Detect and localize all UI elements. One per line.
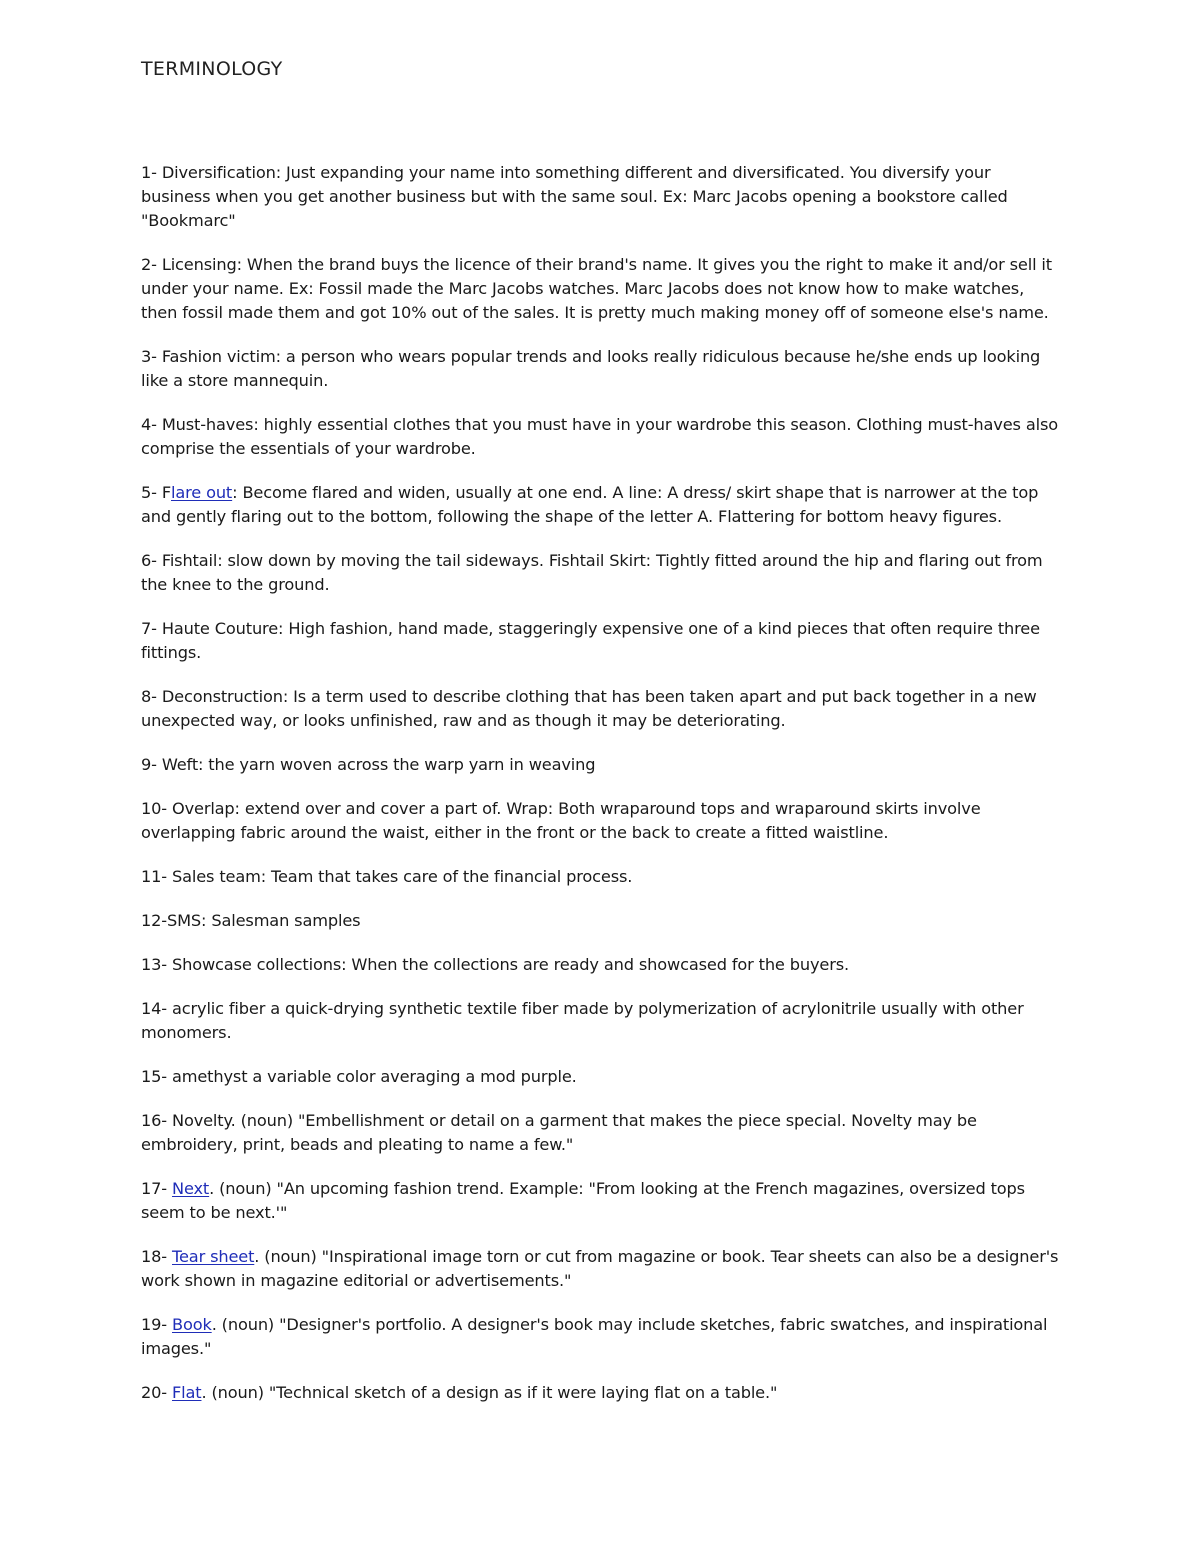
term-entry-9: 9- Weft: the yarn woven across the warp yarn in weaving	[141, 755, 596, 774]
term-entry-12: 12-SMS: Salesman samples	[141, 911, 361, 930]
term-entry-2: 2- Licensing: When the brand buys the licence of their brand's name. It gives you the right to make it and/or sell it under your name. Ex: Fossil made the Marc Jacobs watches. Marc Jacobs does not know how to make watches, then fossil made them and got 10% out of the sales. It is pretty much making money off of someone else's name.	[141, 255, 1052, 322]
term-entry-3: 3- Fashion victim: a person who wears popular trends and looks really ridiculous because he/she ends up looking like a store mannequin.	[141, 347, 1041, 390]
term-list	[141, 161, 1063, 1425]
term-entry-10: 10- Overlap: extend over and cover a part of. Wrap: Both wraparound tops and wraparound skirts involve overlapping fabric around the waist, either in the front or the back to create a fitted waistline.	[141, 799, 981, 842]
term-entry-1: 1- Diversification: Just expanding your name into something different and diversificated. You diversify your business when you get another business but with the same soul. Ex: Marc Jacobs opening a bookstore called "Bookmarc"	[141, 163, 1008, 230]
term-entry-18	[141, 1245, 1063, 1293]
book-link[interactable]: Book	[172, 1315, 212, 1334]
term-entry-20	[141, 1381, 1063, 1405]
term-entry-4: 4- Must-haves: highly essential clothes that you must have in your wardrobe this season. Clothing must-haves also comprise the essentials of your wardrobe.	[141, 415, 1058, 458]
tear-sheet-link[interactable]: Tear sheet	[172, 1247, 255, 1266]
term-entry-20-prefix: 20-	[141, 1383, 172, 1402]
term-entry-7: 7- Haute Couture: High fashion, hand made, staggeringly expensive one of a kind pieces that often require three fittings.	[141, 619, 1040, 662]
flare-out-link[interactable]: lare out	[171, 483, 233, 502]
term-entry-18-text: . (noun) "Inspirational image torn or cut from magazine or book. Tear sheets can also be a designer's work shown in magazine editorial or advertisements."	[141, 1247, 1059, 1290]
term-entry-19-prefix: 19-	[141, 1315, 172, 1334]
flat-link[interactable]: Flat	[172, 1383, 202, 1402]
document-title: TERMINOLOGY	[141, 58, 283, 80]
term-entry-17	[141, 1177, 1063, 1225]
term-entry-5	[141, 481, 1063, 529]
term-entry-19	[141, 1313, 1063, 1361]
term-entry-8: 8- Deconstruction: Is a term used to describe clothing that has been taken apart and put back together in a new unexpected way, or looks unfinished, raw and as though it may be deteriorating.	[141, 687, 1037, 730]
term-entry-14: 14- acrylic fiber a quick-drying synthetic textile fiber made by polymerization of acrylonitrile usually with other monomers.	[141, 999, 1024, 1042]
term-entry-17-prefix: 17-	[141, 1179, 172, 1198]
term-entry-15: 15- amethyst a variable color averaging a mod purple.	[141, 1067, 577, 1086]
term-entry-5-text: : Become flared and widen, usually at one end. A line: A dress/ skirt shape that is narrower at the top and gently flaring out to the bottom, following the shape of the letter A. Flattering for bottom heavy figures.	[141, 483, 1039, 526]
next-link[interactable]: Next	[172, 1179, 210, 1198]
term-entry-6: 6- Fishtail: slow down by moving the tail sideways. Fishtail Skirt: Tightly fitted around the hip and flaring out from the knee to the ground.	[141, 551, 1043, 594]
term-entry-18-prefix: 18-	[141, 1247, 172, 1266]
term-entry-16: 16- Novelty. (noun) "Embellishment or detail on a garment that makes the piece special. Novelty may be embroidery, print, beads and pleating to name a few."	[141, 1111, 977, 1154]
term-entry-11: 11- Sales team: Team that takes care of the financial process.	[141, 867, 633, 886]
term-entry-20-text: . (noun) "Technical sketch of a design as if it were laying flat on a table."	[201, 1383, 778, 1402]
term-entry-17-text: . (noun) "An upcoming fashion trend. Example: "From looking at the French magazines, oversized tops seem to be next.'"	[141, 1179, 1025, 1222]
term-entry-5-prefix: 5- F	[141, 483, 171, 502]
term-entry-13: 13- Showcase collections: When the collections are ready and showcased for the buyers.	[141, 955, 849, 974]
term-entry-19-text: . (noun) "Designer's portfolio. A designer's book may include sketches, fabric swatches, and inspirational images."	[141, 1315, 1048, 1358]
